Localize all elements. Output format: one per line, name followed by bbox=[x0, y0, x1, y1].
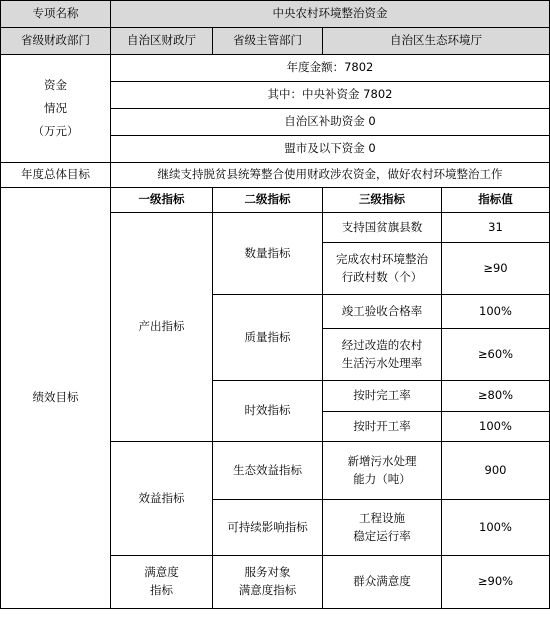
indicator-name: 新增污水处理 能力（吨） bbox=[323, 442, 442, 500]
project-name-value: 中央农村环境整治资金 bbox=[111, 1, 550, 28]
annual-goal-text: 继续支持脱贫县统筹整合使用财政涉农资金，做好农村环境整治工作 bbox=[111, 163, 550, 188]
row-perf-headers bbox=[1, 188, 550, 213]
project-name-label: 专项名称 bbox=[1, 1, 111, 28]
indicator-name: 竣工验收合格率 bbox=[323, 295, 442, 329]
row-funds-annual bbox=[1, 55, 550, 82]
indicator-value: ≥90% bbox=[442, 556, 550, 609]
row-annual-goal bbox=[1, 163, 550, 188]
benefit-indicator-label: 效益指标 bbox=[111, 442, 213, 556]
row-project bbox=[1, 1, 550, 28]
funds-annual: 年度金额：7802 bbox=[111, 55, 550, 82]
service-satisfaction-indicator-label: 服务对象 满意度指标 bbox=[213, 556, 323, 609]
quality-indicator-label: 质量指标 bbox=[213, 295, 323, 381]
funds-league: 盟市及以下资金 0 bbox=[111, 136, 550, 163]
output-indicator-label: 产出指标 bbox=[111, 213, 213, 442]
sustainability-indicator-label: 可持续影响指标 bbox=[213, 500, 323, 556]
indicator-name: 按时开工率 bbox=[323, 412, 442, 442]
indicator-name: 群众满意度 bbox=[323, 556, 442, 609]
funds-central: 其中：中央补资金 7802 bbox=[111, 82, 550, 109]
header-level1: 一级指标 bbox=[111, 188, 213, 213]
indicator-value: ≥60% bbox=[442, 329, 550, 381]
indicator-name: 完成农村环境整治 行政村数（个） bbox=[323, 243, 442, 295]
header-level3: 三级指标 bbox=[323, 188, 442, 213]
timeliness-indicator-label: 时效指标 bbox=[213, 381, 323, 442]
indicator-value: ≥90 bbox=[442, 243, 550, 295]
indicator-value: 100% bbox=[442, 500, 550, 556]
satisfaction-indicator-label: 满意度 指标 bbox=[111, 556, 213, 609]
indicator-name: 支持国贫旗县数 bbox=[323, 213, 442, 243]
managing-dept-label: 省级主管部门 bbox=[213, 28, 323, 55]
header-value: 指标值 bbox=[442, 188, 550, 213]
indicator-value: 100% bbox=[442, 412, 550, 442]
funds-region: 自治区补助资金 0 bbox=[111, 109, 550, 136]
indicator-value: 100% bbox=[442, 295, 550, 329]
finance-dept-label: 省级财政部门 bbox=[1, 28, 111, 55]
indicator-value: 900 bbox=[442, 442, 550, 500]
row-department bbox=[1, 28, 550, 55]
quantity-indicator-label: 数量指标 bbox=[213, 213, 323, 295]
perf-target-label: 绩效目标 bbox=[1, 188, 111, 609]
finance-dept-value: 自治区财政厅 bbox=[111, 28, 213, 55]
eco-benefit-indicator-label: 生态效益指标 bbox=[213, 442, 323, 500]
indicator-value: ≥80% bbox=[442, 381, 550, 412]
managing-dept-value: 自治区生态环境厅 bbox=[323, 28, 550, 55]
funds-label: 资金 情况 （万元） bbox=[1, 55, 111, 163]
annual-goal-label: 年度总体目标 bbox=[1, 163, 111, 188]
header-level2: 二级指标 bbox=[213, 188, 323, 213]
indicator-name: 经过改造的农村 生活污水处理率 bbox=[323, 329, 442, 381]
indicator-name: 工程设施 稳定运行率 bbox=[323, 500, 442, 556]
indicator-value: 31 bbox=[442, 213, 550, 243]
indicator-name: 按时完工率 bbox=[323, 381, 442, 412]
